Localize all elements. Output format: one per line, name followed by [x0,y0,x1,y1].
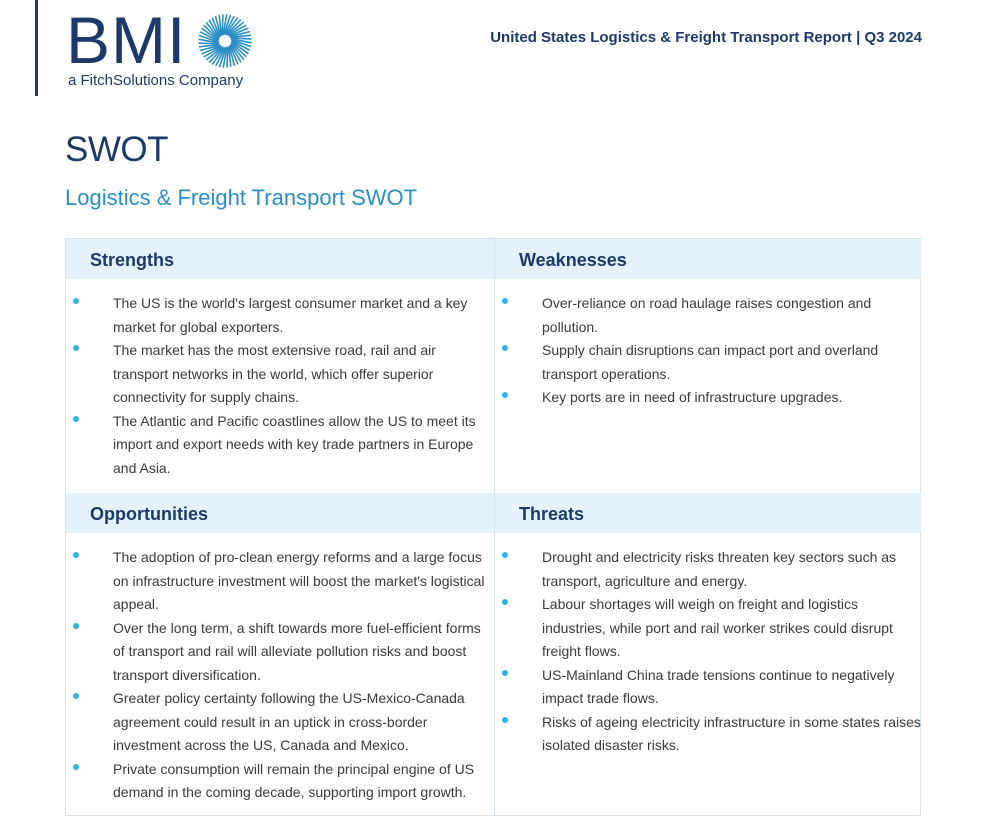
threats-item [495,711,921,758]
strengths-body [66,292,494,480]
weaknesses-item-text: Key ports are in need of infrastructure upgrades. [542,389,843,405]
opportunities-item-text: Private consumption will remain the principal engine of US demand in the coming decade, supporting import growth. [113,760,475,800]
threats-item-text: Drought and electricity risks threaten key sectors such as transport, agriculture and energy. [542,549,897,589]
strengths-item [66,410,494,481]
report-title: United States Logistics & Freight Transport Report | Q3 2024 [490,29,922,46]
weaknesses-list [495,292,921,410]
strengths-item-text: The Atlantic and Pacific coastlines allow the US to meet its import and export needs with key trade partners in Europe and Asia. [113,412,476,476]
sunburst-logo-icon [197,13,253,74]
strengths-list [66,292,494,480]
bullet-icon [502,392,508,398]
weaknesses-item [495,386,921,410]
strengths-item [66,292,494,339]
bullet-icon [73,623,79,629]
bullet-icon [73,345,79,351]
threats-item-text: Labour shortages will weigh on freight and logistics industries, while port and rail worker strikes could disrupt freight flows. [542,596,893,659]
opportunities-item [66,617,494,688]
weaknesses-item-text: Supply chain disruptions can impact port and overland transport operations. [542,342,879,382]
weaknesses-item [495,292,921,339]
opportunities-item [66,546,494,617]
threats-header: Threats [495,493,921,533]
header-accent-rule [35,0,38,96]
opportunities-header: Opportunities [66,493,494,533]
threats-item-text: Risks of ageing electricity infrastructure in some states raises isolated disaster risks. [542,713,921,753]
weaknesses-body [495,292,921,410]
opportunities-item-text: Greater policy certainty following the US-Mexico-Canada agreement could result in an uptick in cross-border investment across the US, Canada and Mexico. [113,690,465,753]
opportunities-item-text: Over the long term, a shift towards more fuel-efficient forms of transport and rail will alleviate pollution risks and boost transport diversification. [113,619,481,683]
opportunities-item-text: The adoption of pro-clean energy reforms and a large focus on infrastructure investment will boost the market's logistical appeal. [113,549,485,612]
bmi-logo [66,3,253,89]
bullet-icon [73,552,79,558]
page-title: SWOT [65,130,168,169]
strengths-item-text: The market has the most extensive road, rail and air transport networks in the world, which offer superior connectivity for supply chains. [113,342,436,405]
bullet-icon [502,599,508,605]
bullet-icon [502,670,508,676]
logo-subtitle: a FitchSolutions Company [68,72,244,89]
strengths-item [66,339,494,410]
bullet-icon [73,693,79,699]
weaknesses-item [495,339,921,386]
bullet-icon [502,552,508,558]
weaknesses-item-text: Over-reliance on road haulage raises congestion and pollution. [542,295,872,335]
threats-body [495,546,921,758]
bullet-icon [73,416,79,422]
bullet-icon [502,345,508,351]
opportunities-body [66,546,494,805]
swot-table [65,238,921,816]
strengths-header: Strengths [66,239,494,279]
threats-item-text: US-Mainland China trade tensions continue to negatively impact trade flows. [542,666,895,706]
threats-item [495,546,921,593]
logo-wordmark: BMI [66,3,187,77]
strengths-item-text: The US is the world's largest consumer market and a key market for global exporters. [113,295,468,335]
threats-list [495,546,921,758]
weaknesses-header: Weaknesses [495,239,921,279]
bullet-icon [502,298,508,304]
threats-item [495,593,921,664]
bullet-icon [73,764,79,770]
opportunities-list [66,546,494,805]
opportunities-item [66,758,494,805]
threats-item [495,664,921,711]
section-subtitle: Logistics & Freight Transport SWOT [65,185,418,210]
bullet-icon [502,717,508,723]
bullet-icon [73,298,79,304]
opportunities-item [66,687,494,758]
